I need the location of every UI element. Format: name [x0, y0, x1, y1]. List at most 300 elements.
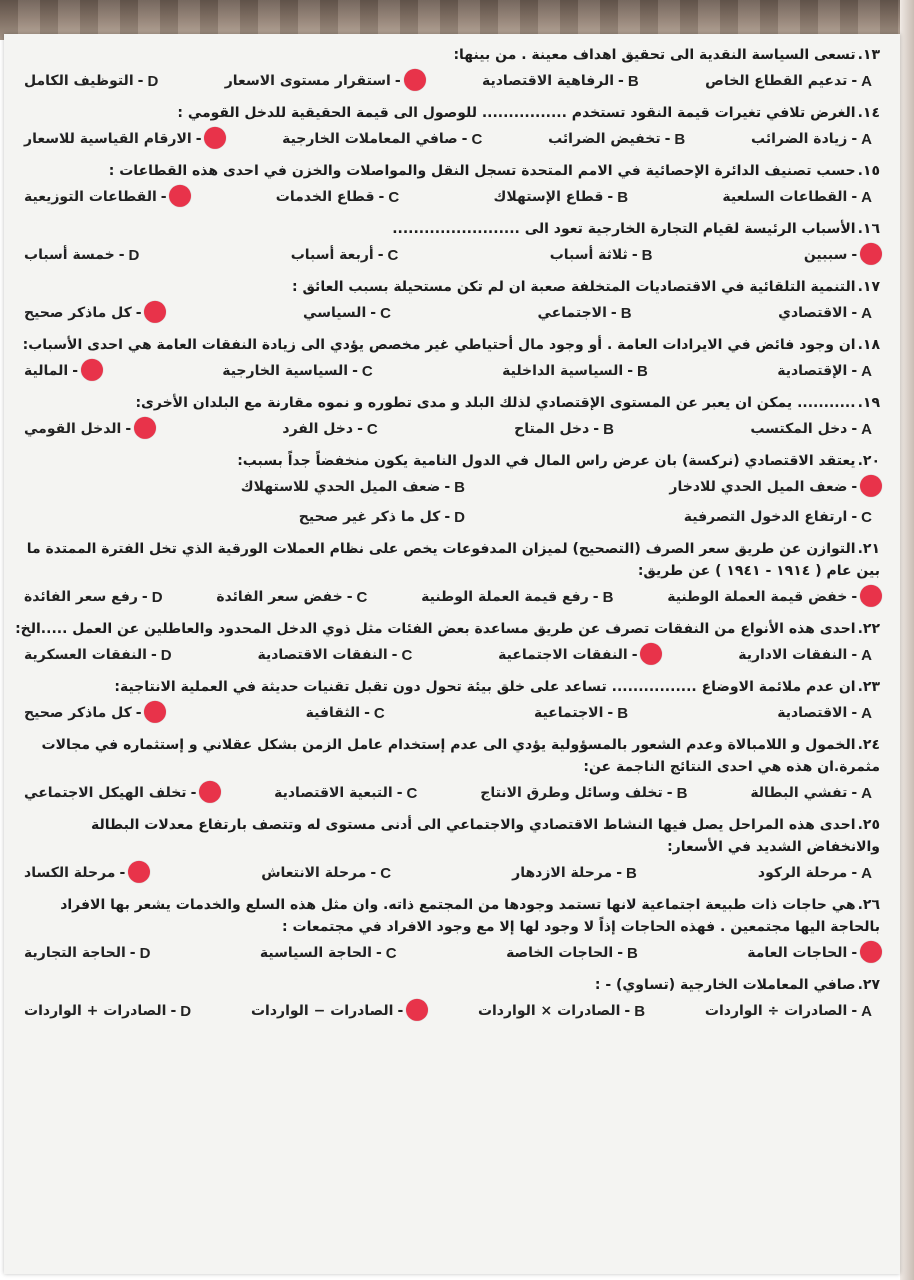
- question-number: ٢٧.: [857, 977, 880, 993]
- option-dash: -: [129, 945, 136, 961]
- answer-option-a[interactable]: [705, 73, 872, 90]
- answer-option-d[interactable]: [24, 865, 140, 882]
- answer-option-c[interactable]: [216, 589, 367, 606]
- option-dash: -: [352, 363, 358, 379]
- option-text: الحاجات الخاصة: [506, 945, 614, 961]
- question-text: [14, 218, 886, 240]
- question-body: الغرض تلافي تغيرات قيمة النقود تستخدم ................ للوصول الى قيمة الحقيقية للدخل القومي :: [177, 105, 856, 121]
- question-number: ٢٣.: [857, 679, 880, 695]
- option-dash: -: [851, 189, 858, 205]
- answer-option-a[interactable]: [777, 363, 872, 380]
- option-text: مرحلة الركود: [757, 865, 848, 881]
- answer-mark-dot: [134, 417, 156, 439]
- answer-option-b[interactable]: [512, 865, 637, 882]
- option-dash: -: [851, 73, 858, 89]
- question-item: [14, 814, 886, 888]
- option-dash: -: [190, 785, 197, 801]
- option-letter: C: [406, 784, 418, 802]
- option-text: الثقافية: [305, 705, 361, 721]
- answer-option-d[interactable]: [24, 131, 216, 148]
- option-letter: A: [861, 1002, 872, 1020]
- answer-mark-dot: [406, 999, 428, 1021]
- option-letter: A: [861, 188, 872, 206]
- answer-option-c[interactable]: [465, 502, 872, 532]
- option-text: التبعية الاقتصادية: [274, 785, 393, 801]
- option-letter: B: [674, 130, 686, 148]
- question-text: [14, 334, 886, 356]
- answer-option-d[interactable]: [24, 73, 158, 90]
- option-text: الحاجة السياسية: [259, 945, 372, 961]
- option-letter: B: [627, 72, 639, 90]
- option-dash: -: [461, 131, 468, 147]
- option-dash: -: [617, 945, 623, 961]
- option-dash: -: [618, 73, 624, 89]
- answer-options: [14, 640, 886, 670]
- answer-option-b[interactable]: [478, 1003, 645, 1020]
- answer-option-c[interactable]: [303, 305, 391, 322]
- option-text: دخل المتاح: [514, 421, 590, 437]
- answer-option-d[interactable]: [24, 363, 93, 380]
- option-dash: -: [851, 479, 858, 495]
- answer-option-c[interactable]: [260, 945, 397, 962]
- answer-option-d[interactable]: [24, 421, 146, 438]
- answer-option-c[interactable]: [282, 131, 482, 148]
- option-text: مرحلة الازدهار: [512, 865, 613, 881]
- answer-option-b[interactable]: [548, 131, 685, 148]
- option-text: السياسي: [303, 305, 367, 321]
- option-dash: -: [851, 509, 858, 525]
- option-letter: C: [387, 246, 399, 264]
- question-text: [14, 734, 886, 778]
- option-dash: -: [396, 785, 403, 801]
- option-dash: -: [357, 421, 363, 437]
- option-dash: -: [851, 647, 858, 663]
- option-letter: C: [385, 944, 397, 962]
- answer-option-d[interactable]: [24, 589, 163, 606]
- option-letter: D: [139, 944, 151, 962]
- question-number: ١٨.: [857, 337, 880, 353]
- option-text: خفض سعر الفائدة: [216, 589, 343, 605]
- option-letter: B: [454, 478, 465, 496]
- answer-option-a[interactable]: [778, 305, 872, 322]
- answer-mark-dot: [144, 701, 166, 723]
- question-text: [14, 102, 886, 124]
- option-dash: -: [851, 247, 858, 263]
- question-body: احدى هذه المراحل يصل فيها النشاط الاقتصادي والاجتماعي الى أدنى مستوى له وتتصف بارتفاع معدلات البطالة والانخفاض الشديد في الأسعار:: [91, 817, 880, 855]
- answer-options: [14, 66, 886, 96]
- option-letter: D: [147, 72, 159, 90]
- option-text: مرحلة الكساد: [24, 865, 116, 881]
- question-body: التوازن عن طريق سعر الصرف (التصحيح) لميزان المدفوعات يخص على نظام العملات الورقية الذي تخل الفترة الممتدة ما بين عام ( ١٩١٤ - ١٩٤١ ) عن طريق:: [26, 541, 880, 579]
- option-dash: -: [378, 189, 385, 205]
- answer-option-d[interactable]: [24, 1003, 191, 1020]
- question-item: [14, 538, 886, 612]
- answer-options: [14, 124, 886, 154]
- answer-option-b[interactable]: [498, 647, 652, 664]
- question-item: [14, 44, 886, 96]
- option-dash: -: [664, 131, 671, 147]
- option-dash: -: [150, 647, 157, 663]
- option-letter: B: [603, 420, 614, 438]
- answer-options: [14, 698, 886, 728]
- option-dash: -: [444, 509, 451, 525]
- option-text: الإقتصادية: [777, 363, 848, 379]
- answer-option-b[interactable]: [550, 247, 653, 264]
- option-letter: B: [602, 588, 614, 606]
- option-text: تفشي البطالة: [750, 785, 848, 801]
- answer-mark-dot: [144, 301, 166, 323]
- answer-option-b[interactable]: [482, 73, 639, 90]
- answer-option-b[interactable]: [538, 305, 632, 322]
- option-letter: C: [388, 188, 400, 206]
- option-letter: C: [380, 304, 391, 322]
- answer-option-d[interactable]: [24, 189, 181, 206]
- option-dash: -: [610, 305, 617, 321]
- question-text: [14, 44, 886, 66]
- option-text: كل ماذكر صحيح: [24, 305, 132, 321]
- question-item: [14, 276, 886, 328]
- answer-options: [14, 582, 886, 612]
- option-text: الارقام القياسية للاسعار: [24, 131, 192, 147]
- option-letter: C: [471, 130, 483, 148]
- answer-option-b[interactable]: [480, 785, 687, 802]
- question-item: [14, 894, 886, 968]
- question-text: [14, 276, 886, 298]
- answer-option-d[interactable]: [24, 247, 139, 264]
- answer-option-b[interactable]: [514, 421, 614, 438]
- answer-option-c[interactable]: [251, 1003, 418, 1020]
- question-body: حسب تصنيف الدائرة الإحصائية في الامم المتحدة تسجل النقل والمواصلات والخزن في احدى هذه القطاعات :: [108, 163, 856, 179]
- answer-option-c[interactable]: [306, 705, 385, 722]
- option-text: السياسية الداخلية: [502, 363, 624, 379]
- question-text: [14, 676, 886, 698]
- answer-option-c[interactable]: [225, 73, 416, 90]
- option-text: الصادرات − الواردات: [250, 1003, 394, 1019]
- question-text: [14, 618, 886, 640]
- option-dash: -: [851, 589, 858, 605]
- answer-options: [14, 472, 886, 532]
- option-dash: -: [593, 421, 600, 437]
- option-dash: -: [592, 589, 599, 605]
- answer-option-a[interactable]: [738, 647, 872, 664]
- question-body: احدى هذه الأنواع من النفقات تصرف عن طريق مساعدة بعض الفئات مثل ذوي الدخل المحدود والعاطلين عن العمل .....الخ:: [15, 621, 856, 637]
- answer-option-a[interactable]: [465, 472, 872, 502]
- option-text: دخل المكتسب: [750, 421, 848, 437]
- exam-sheet: [4, 34, 900, 1274]
- option-dash: -: [125, 421, 132, 437]
- option-text: التوظيف الكامل: [24, 73, 134, 89]
- option-text: القطاعات السلعية: [722, 189, 848, 205]
- option-dash: -: [444, 479, 451, 495]
- option-dash: -: [627, 363, 634, 379]
- option-text: السياسية الخارجية: [222, 363, 349, 379]
- option-text: خفض قيمة العملة الوطنية: [667, 589, 848, 605]
- option-text: الرفاهية الاقتصادية: [481, 73, 615, 89]
- option-letter: B: [641, 246, 653, 264]
- question-number: ٢١.: [857, 541, 880, 557]
- answer-option-a[interactable]: [667, 589, 872, 606]
- option-letter: A: [861, 362, 872, 380]
- option-dash: -: [135, 705, 142, 721]
- answer-option-b[interactable]: [421, 589, 613, 606]
- answer-option-d[interactable]: [24, 305, 156, 322]
- option-dash: -: [851, 865, 858, 881]
- option-text: النفقات الاقتصادية: [257, 647, 388, 663]
- option-text: سببين: [803, 247, 848, 263]
- option-dash: -: [607, 189, 614, 205]
- question-number: ٢٤.: [857, 737, 880, 753]
- option-dash: -: [135, 305, 142, 321]
- question-body: صافي المعاملات الخارجية (تساوي) - :: [594, 977, 856, 993]
- option-letter: B: [617, 704, 629, 722]
- option-dash: -: [160, 189, 167, 205]
- option-letter: C: [861, 508, 872, 526]
- answer-option-c[interactable]: [222, 363, 373, 380]
- option-text: تدعيم القطاع الخاص: [705, 73, 848, 89]
- option-letter: B: [627, 944, 638, 962]
- option-text: النفقات العسكرية: [24, 647, 147, 663]
- option-dash: -: [137, 73, 144, 89]
- answer-option-a[interactable]: [722, 189, 872, 206]
- answer-mark-dot: [404, 69, 426, 91]
- answer-option-a[interactable]: [777, 705, 872, 722]
- question-text: [14, 814, 886, 858]
- option-letter: B: [637, 362, 648, 380]
- option-letter: C: [373, 704, 385, 722]
- option-text: كل ماذكر صحيح: [24, 705, 132, 721]
- option-text: الصادرات + الواردات: [24, 1003, 167, 1019]
- question-number: ١٤.: [857, 105, 880, 121]
- option-dash: -: [631, 647, 638, 663]
- question-body: الأسباب الرئيسة لقيام التجارة الخارجية تعود الى ........................: [392, 221, 856, 237]
- answer-option-d[interactable]: [58, 502, 465, 532]
- answer-options: [14, 356, 886, 386]
- option-dash: -: [170, 1003, 177, 1019]
- photo-background-right: [900, 0, 914, 1280]
- question-item: [14, 676, 886, 728]
- option-dash: -: [377, 247, 384, 263]
- option-text: الاقتصادي: [778, 305, 848, 321]
- question-text: [14, 974, 886, 996]
- option-text: الحاجة التجارية: [24, 945, 126, 961]
- option-letter: B: [676, 784, 688, 802]
- answer-options: [14, 778, 886, 808]
- answer-mark-dot: [169, 185, 191, 207]
- option-text: المالية: [24, 363, 69, 379]
- answer-option-b[interactable]: [58, 472, 465, 502]
- option-dash: -: [616, 865, 622, 881]
- question-text: [14, 894, 886, 938]
- option-dash: -: [72, 363, 78, 379]
- question-number: ٢٢.: [857, 621, 880, 637]
- question-item: [14, 734, 886, 808]
- answer-mark-dot: [860, 585, 882, 607]
- answer-option-c[interactable]: [276, 189, 399, 206]
- answer-option-a[interactable]: [758, 865, 872, 882]
- answer-option-c[interactable]: [261, 865, 391, 882]
- option-text: ثلاثة أسباب: [549, 247, 628, 263]
- answer-mark-dot: [860, 475, 882, 497]
- answer-option-a[interactable]: [705, 1003, 872, 1020]
- answer-option-d[interactable]: [24, 785, 211, 802]
- option-dash: -: [370, 865, 377, 881]
- option-text: الحاجات العامة: [747, 945, 848, 961]
- option-text: قطاع الخدمات: [275, 189, 375, 205]
- question-item: [14, 218, 886, 270]
- option-letter: D: [454, 508, 465, 526]
- answer-option-d[interactable]: [24, 705, 156, 722]
- question-number: ٢٠.: [857, 453, 880, 469]
- question-number: ١٣.: [857, 47, 880, 63]
- option-dash: -: [851, 945, 858, 961]
- option-letter: B: [617, 188, 629, 206]
- option-dash: -: [851, 785, 858, 801]
- option-text: تخلف الهيكل الاجتماعي: [24, 785, 187, 801]
- question-item: [14, 392, 886, 444]
- option-dash: -: [375, 945, 382, 961]
- question-body: الخمول و اللامبالاة وعدم الشعور بالمسؤولية يؤدي الى عدم إستخدام عامل الزمن بشكل عقلاني و إستثماره في مجالات مثمرة.ان هذه هي احدى النتائج الناجمة عن:: [41, 737, 880, 775]
- question-item: [14, 618, 886, 670]
- answer-option-a[interactable]: [751, 131, 872, 148]
- question-item: [14, 334, 886, 386]
- option-letter: A: [861, 420, 872, 438]
- option-dash: -: [851, 363, 858, 379]
- option-letter: D: [160, 646, 172, 664]
- option-dash: -: [141, 589, 148, 605]
- option-text: كل ما ذكر غير صحيح: [298, 509, 441, 525]
- question-number: ٢٥.: [857, 817, 880, 833]
- option-text: زيادة الضرائب: [751, 131, 848, 147]
- option-text: النفقات الاجتماعية: [498, 647, 628, 663]
- option-dash: -: [364, 705, 370, 721]
- question-item: [14, 450, 886, 532]
- question-number: ١٥.: [857, 163, 880, 179]
- question-text: [14, 392, 886, 414]
- option-text: قطاع الإستهلاك: [493, 189, 604, 205]
- option-text: ضعف الميل الحدي للادخار: [669, 479, 848, 495]
- question-text: [14, 160, 886, 182]
- option-letter: A: [861, 72, 872, 90]
- option-letter: B: [634, 1002, 646, 1020]
- option-dash: -: [370, 305, 377, 321]
- answer-option-a[interactable]: [804, 247, 872, 264]
- question-number: ٢٦.: [857, 897, 880, 913]
- option-dash: -: [607, 705, 614, 721]
- option-text: ضعف الميل الحدي للاستهلاك: [240, 479, 441, 495]
- question-body: ان عدم ملائمة الاوضاع ................ تساعد على خلق بيئة تحول دون تقبل تقنيات حديثة في العملية الانتاجية:: [114, 679, 856, 695]
- option-text: استقرار مستوى الاسعار: [224, 73, 391, 89]
- option-text: ارتفاع الدخول التصرفية: [683, 509, 848, 525]
- option-dash: -: [631, 247, 638, 263]
- option-dash: -: [851, 305, 858, 321]
- answer-options: [14, 298, 886, 328]
- option-text: الصادرات ÷ الواردات: [704, 1003, 848, 1019]
- option-dash: -: [119, 865, 126, 881]
- question-text: [14, 538, 886, 582]
- answer-option-c[interactable]: [282, 421, 377, 438]
- question-body: تسعى السياسة النقدية الى تحقيق اهداف معينة . من بينها:: [453, 47, 856, 63]
- question-body: يعتقد الاقتصادي (نركسة) بان عرض راس المال في الدول النامية يكون منخفضاً جداً بسبب:: [237, 453, 856, 469]
- answer-mark-dot: [860, 941, 882, 963]
- option-text: مرحلة الانتعاش: [261, 865, 367, 881]
- option-text: الاجتماعي: [537, 305, 607, 321]
- option-dash: -: [851, 1003, 858, 1019]
- question-number: ١٩.: [857, 395, 880, 411]
- answer-option-a[interactable]: [747, 945, 872, 962]
- option-dash: -: [851, 131, 858, 147]
- question-body: ........... يمكن ان يعبر عن المستوى الإقتصادي لذلك البلد و مدى تطوره و نموه مقارنة مع البلدان الأخرى:: [135, 395, 856, 411]
- question-list: [14, 44, 886, 1032]
- option-text: صافي المعاملات الخارجية: [282, 131, 458, 147]
- option-letter: A: [861, 704, 872, 722]
- option-letter: C: [401, 646, 413, 664]
- option-letter: A: [861, 864, 872, 882]
- option-dash: -: [851, 421, 858, 437]
- question-body: هي حاجات ذات طبيعة اجتماعية لانها تستمد وجودها من المجتمع ذاته. وان مثل هذه السلع والخدمات يشعر بها الافراد بالحاجة اليها مجتمعين . فهذه الحاجات إذاً لا وجود لها إلا مع وجود الافراد في مجتمعات :: [60, 897, 880, 935]
- option-letter: A: [861, 130, 872, 148]
- option-letter: B: [626, 864, 637, 882]
- answer-option-c[interactable]: [274, 785, 417, 802]
- answer-mark-dot: [640, 643, 662, 665]
- option-text: دخل الفرد: [282, 421, 354, 437]
- option-text: تخلف وسائل وطرق الانتاج: [480, 785, 663, 801]
- answer-option-b[interactable]: [534, 705, 628, 722]
- answer-mark-dot: [128, 861, 150, 883]
- answer-option-a[interactable]: [750, 785, 872, 802]
- answer-option-c[interactable]: [257, 647, 412, 664]
- option-letter: B: [620, 304, 632, 322]
- option-text: الدخل القومي: [24, 421, 122, 437]
- answer-option-d[interactable]: [24, 945, 150, 962]
- question-number: ١٦.: [857, 221, 880, 237]
- option-text: الاقتصادية: [777, 705, 848, 721]
- option-text: رفع قيمة العملة الوطنية: [421, 589, 589, 605]
- option-text: أربعة أسباب: [290, 247, 374, 263]
- question-number: ١٧.: [857, 279, 880, 295]
- answer-options: [14, 938, 886, 968]
- answer-mark-dot: [199, 781, 221, 803]
- option-letter: C: [361, 362, 373, 380]
- option-letter: A: [861, 304, 872, 322]
- option-letter: C: [356, 588, 368, 606]
- answer-options: [14, 858, 886, 888]
- answer-mark-dot: [81, 359, 103, 381]
- option-dash: -: [397, 1003, 404, 1019]
- answer-option-b[interactable]: [502, 363, 648, 380]
- option-text: رفع سعر الفائدة: [24, 589, 138, 605]
- option-text: القطاعات التوزيعية: [24, 189, 157, 205]
- option-letter: D: [180, 1002, 192, 1020]
- option-letter: D: [128, 246, 140, 264]
- answer-option-a[interactable]: [750, 421, 872, 438]
- answer-option-d[interactable]: [24, 647, 172, 664]
- question-item: [14, 974, 886, 1026]
- answer-option-b[interactable]: [494, 189, 629, 206]
- option-letter: A: [861, 784, 872, 802]
- option-dash: -: [851, 705, 858, 721]
- answer-options: [14, 240, 886, 270]
- answer-options: [14, 182, 886, 212]
- answer-options: [14, 414, 886, 444]
- option-dash: -: [118, 247, 125, 263]
- option-text: تخفيض الضرائب: [548, 131, 661, 147]
- option-text: خمسة أسباب: [24, 247, 115, 263]
- answer-mark-dot: [860, 243, 882, 265]
- option-letter: D: [151, 588, 163, 606]
- answer-option-b[interactable]: [506, 945, 638, 962]
- answer-option-c[interactable]: [291, 247, 399, 264]
- answer-options: [14, 996, 886, 1026]
